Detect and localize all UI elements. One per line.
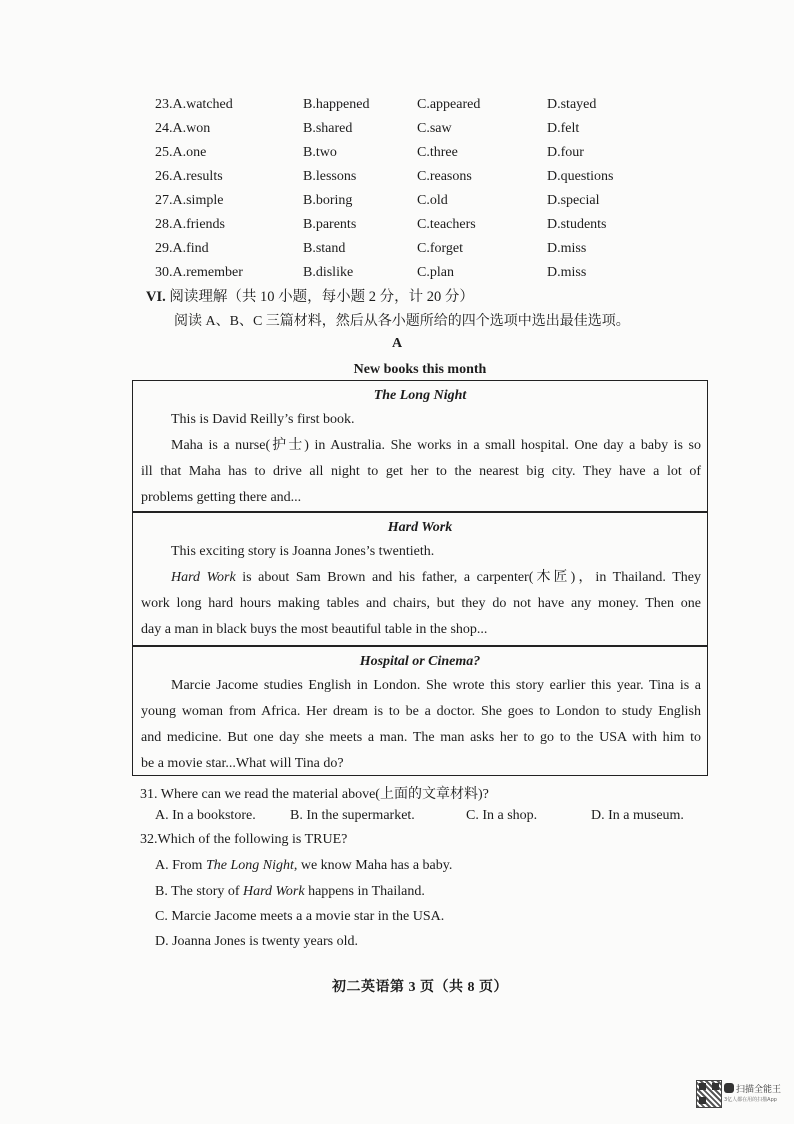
- question-31-options: [155, 808, 715, 828]
- option-cell: 29.A.find: [155, 241, 209, 256]
- passage-title: New books this month: [353, 362, 487, 377]
- book-box-hospital-or-cinema: [132, 646, 708, 776]
- book-line: This is David Reilly’s first book.: [171, 412, 355, 427]
- q32-option-d: D. Joanna Jones is twenty years old.: [155, 934, 358, 949]
- book-line: day a man in black buys the most beautiful table in the shop...: [141, 622, 488, 637]
- option-cell: D.questions: [547, 169, 614, 184]
- q32-option-c: C. Marcie Jacome meets a a movie star in the USA.: [155, 909, 445, 924]
- option-cell: B.happened: [303, 97, 370, 112]
- q31-option-a: A. In a bookstore.: [155, 808, 256, 823]
- scanner-label: 扫描全能王: [736, 1085, 782, 1095]
- option-cell: D.special: [547, 193, 600, 208]
- option-cell: C.teachers: [417, 217, 476, 232]
- option-title: Hard Work: [243, 884, 305, 899]
- option-cell: C.three: [417, 145, 458, 160]
- option-cell: D.miss: [547, 265, 587, 280]
- option-row: [155, 94, 635, 118]
- option-cell: C.old: [417, 193, 448, 208]
- option-cell: 23.A.watched: [155, 97, 233, 112]
- option-cell: 24.A.won: [155, 121, 211, 136]
- book-box-the-long-night: [132, 380, 708, 512]
- option-row: [155, 118, 635, 142]
- option-text: happens in Thailand.: [304, 884, 425, 899]
- question-32-stem: 32.Which of the following is TRUE?: [140, 832, 348, 847]
- book-line: Marcie Jacome studies English in London. She wrote this story earlier this year. Tina is a: [171, 678, 701, 693]
- option-cell: B.lessons: [303, 169, 357, 184]
- option-row: [155, 190, 635, 214]
- scanner-sublabel: 3亿人都在用的扫描App: [724, 1097, 777, 1103]
- section-number: VI.: [146, 289, 166, 305]
- book-line: young woman from Africa. Her dream is to be a doctor. She goes to London to study English: [141, 704, 701, 719]
- q32-option-b: [155, 884, 425, 900]
- option-cell: 25.A.one: [155, 145, 207, 160]
- book-line: This exciting story is Joanna Jones’s twentieth.: [171, 544, 435, 559]
- book-line-text: is about Sam Brown and his father, a carpenter(木匠)，in Thailand. They: [235, 570, 701, 585]
- option-cell: D.four: [547, 145, 584, 160]
- book-title: Hard Work: [387, 520, 453, 535]
- option-cell: C.plan: [417, 265, 454, 280]
- option-row: [155, 262, 635, 286]
- option-cell: C.saw: [417, 121, 452, 136]
- option-cell: D.miss: [547, 241, 587, 256]
- option-row: [155, 142, 635, 166]
- book-line: Maha is a nurse(护士) in Australia. She works in a small hospital. One day a baby is so: [171, 438, 701, 453]
- book-title: Hospital or Cinema?: [359, 654, 481, 669]
- question-31-stem: 31. Where can we read the material above(上面的文章材料)?: [140, 787, 489, 802]
- option-cell: B.stand: [303, 241, 346, 256]
- option-row: [155, 214, 635, 238]
- option-text: A. From: [155, 858, 206, 873]
- book-title-inline: Hard Work: [171, 570, 236, 585]
- qr-code-icon: [696, 1080, 722, 1108]
- option-cell: B.dislike: [303, 265, 354, 280]
- option-cell: B.parents: [303, 217, 357, 232]
- option-cell: 30.A.remember: [155, 265, 243, 280]
- q32-option-a: [155, 858, 452, 874]
- option-cell: 28.A.friends: [155, 217, 225, 232]
- q31-option-c: C. In a shop.: [466, 808, 538, 823]
- book-line: work long hard hours making tables and chairs, but they do not have any money. Then one: [141, 596, 701, 611]
- option-cell: B.boring: [303, 193, 353, 208]
- section-instruction: 阅读 A、B、C 三篇材料，然后从各小题所给的四个选项中选出最佳选项。: [174, 314, 630, 329]
- option-cell: D.students: [547, 217, 607, 232]
- book-title: The Long Night: [373, 388, 467, 403]
- book-line: ill that Maha has to drive all night to get her to the nearest big city. They have a lot of: [141, 464, 701, 479]
- book-line: [133, 565, 707, 591]
- option-cell: C.reasons: [417, 169, 472, 184]
- section-heading: [146, 285, 474, 306]
- option-cell: B.two: [303, 145, 337, 160]
- q31-option-b: B. In the supermarket.: [290, 808, 415, 823]
- option-title: The Long Night: [205, 858, 294, 873]
- book-line: and medicine. But one day she meets a man. The man asks her to go to the USA with him to: [141, 730, 701, 745]
- option-cell: 26.A.results: [155, 169, 223, 184]
- option-cell: D.stayed: [547, 97, 597, 112]
- scanner-logo-icon: [724, 1083, 734, 1093]
- option-text: B. The story of: [155, 884, 244, 899]
- option-text: , we know Maha has a baby.: [293, 858, 453, 873]
- option-row: [155, 166, 635, 190]
- section-title: 阅读理解（共 10 小题，每小题 2 分，计 20 分）: [169, 289, 474, 305]
- book-line: problems getting there and...: [141, 490, 302, 505]
- page-footer: 初二英语第 3 页（共 8 页）: [332, 980, 508, 995]
- q31-option-d: D. In a museum.: [591, 808, 684, 823]
- book-line: be a movie star...What will Tina do?: [141, 756, 344, 771]
- option-cell: D.felt: [547, 121, 580, 136]
- option-cell: C.appeared: [417, 97, 481, 112]
- scanner-watermark: [696, 1080, 782, 1106]
- option-cell: C.forget: [417, 241, 464, 256]
- option-cell: B.shared: [303, 121, 353, 136]
- passage-letter: A: [391, 336, 403, 351]
- option-cell: 27.A.simple: [155, 193, 224, 208]
- option-row: [155, 238, 635, 262]
- cloze-options-table: [155, 94, 635, 286]
- book-box-hard-work: [132, 512, 708, 646]
